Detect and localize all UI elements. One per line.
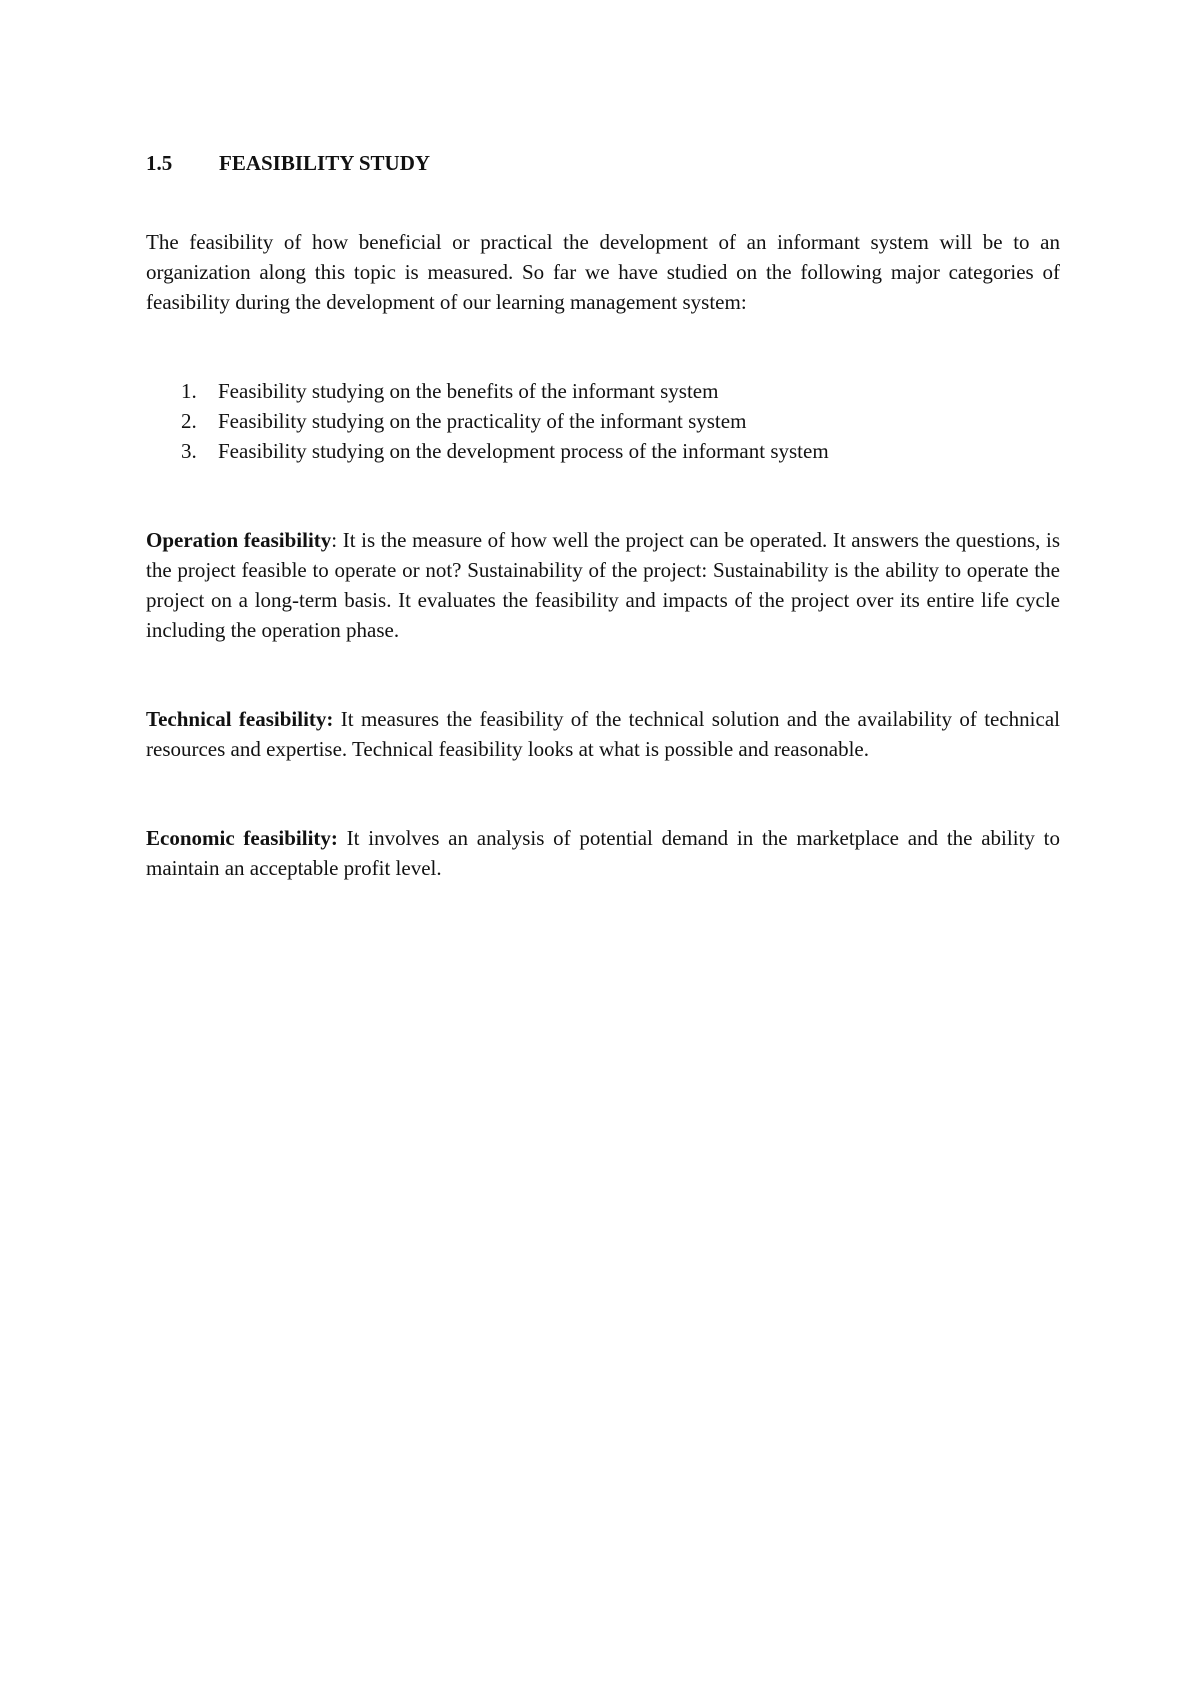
- operation-feasibility-separator: :: [331, 528, 338, 552]
- operation-feasibility-term: Operation feasibility: [146, 528, 332, 552]
- economic-feasibility-body: It involves an analysis of potential demand in the marketplace and the ability to maintain an acceptable profit level.: [146, 826, 1060, 880]
- list-item: [181, 406, 1060, 436]
- economic-feasibility-term: Economic feasibility:: [146, 826, 338, 850]
- operation-feasibility-body: It is the measure of how well the project can be operated. It answers the questions, is the project feasible to operate or not? Sustainability of the project: Sustainability is the ability to operate the project on a long-term basis. It evaluates the feasibility and impacts of the project over its entire life cycle including the operation phase.: [146, 528, 1060, 642]
- section-number: 1.5: [146, 151, 173, 175]
- list-item-text: Feasibility studying on the practicality of the informant system: [218, 409, 747, 433]
- list-marker: 3.: [181, 439, 197, 463]
- list-marker: 2.: [181, 409, 197, 433]
- page-content: [146, 148, 1060, 883]
- feasibility-categories-list: [146, 376, 1060, 466]
- list-item: [181, 436, 1060, 466]
- technical-feasibility-paragraph: [146, 704, 1060, 764]
- list-item-text: Feasibility studying on the development process of the informant system: [218, 439, 829, 463]
- list-marker: 1.: [181, 379, 197, 403]
- section-title: FEASIBILITY STUDY: [219, 151, 431, 175]
- operation-feasibility-paragraph: [146, 525, 1060, 645]
- intro-paragraph: The feasibility of how beneficial or practical the development of an informant system will be to an organization along this topic is measured. So far we have studied on the following major categories of feasibility during the development of our learning management system:: [146, 230, 1060, 314]
- economic-feasibility-paragraph: [146, 823, 1060, 883]
- section-heading: [146, 148, 1060, 178]
- list-item: [181, 376, 1060, 406]
- technical-feasibility-term: Technical feasibility:: [146, 707, 334, 731]
- technical-feasibility-body: It measures the feasibility of the technical solution and the availability of technical resources and expertise. Technical feasibility looks at what is possible and reasonable.: [146, 707, 1060, 761]
- list-item-text: Feasibility studying on the benefits of the informant system: [218, 379, 719, 403]
